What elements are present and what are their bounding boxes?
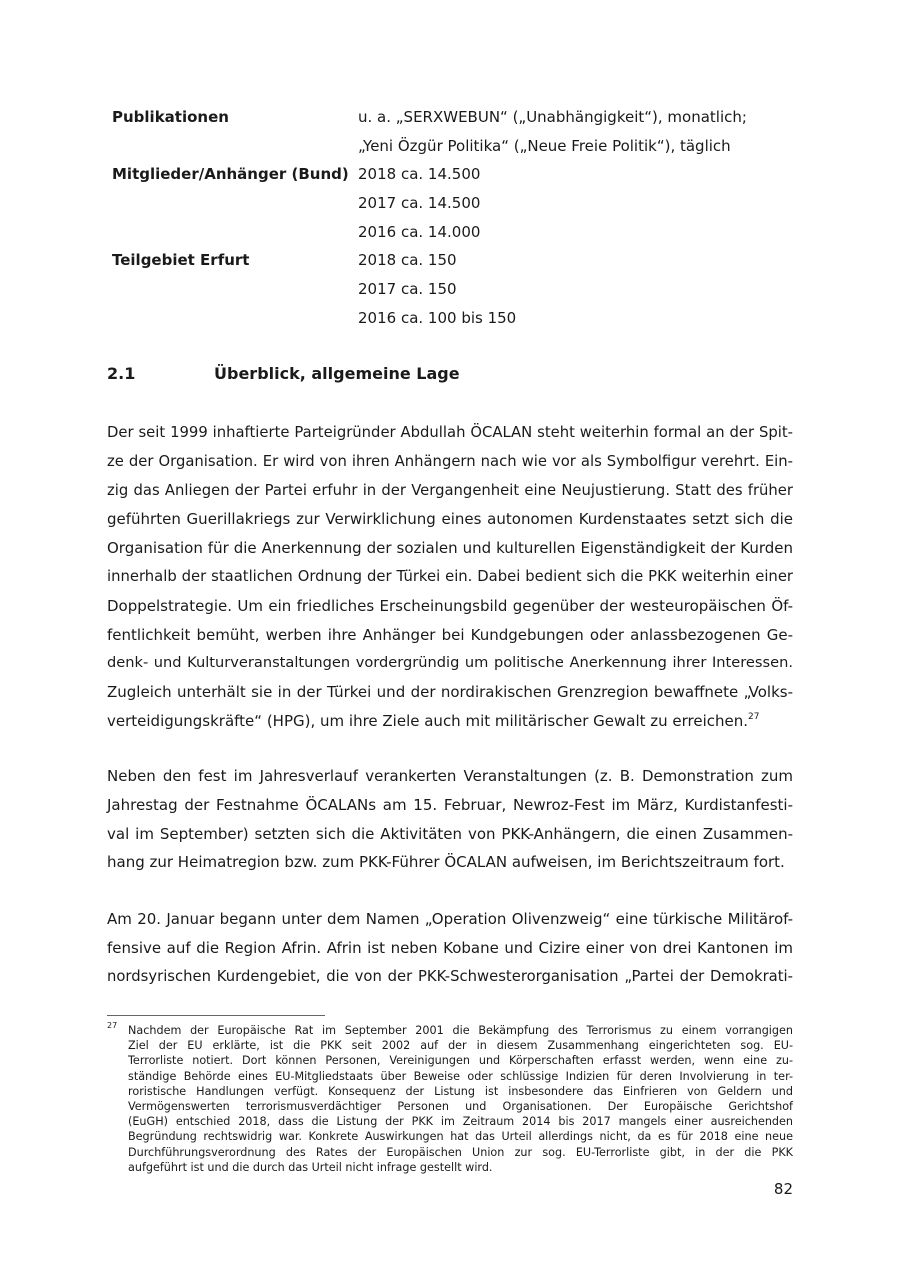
text-line: geführten Guerillakriegs zur Verwirklichung eines autonomen Kurdenstaates setzt sich die (107, 510, 793, 529)
text-line: innerhalb der staatlichen Ordnung der Türkei ein. Dabei bedient sich die PKK weiterhin einer (107, 567, 793, 585)
text-line: denk- und Kulturveranstaltungen vordergründig um politische Anerkennung ihrer Interessen. (107, 654, 793, 672)
facts-value: u. a. „SERXWEBUN“ („Unabhängigkeit“), monatlich; (358, 108, 747, 126)
footnote-line: Vermögenswerten terrorismusverdächtiger Personen und Organisationen. Der Europäische Gerichtshof (128, 1100, 793, 1114)
facts-label-empty (112, 189, 358, 218)
text-line: hang zur Heimatregion bzw. zum PKK-Führer ÖCALAN aufweisen, im Berichtszeitraum fort. (107, 853, 785, 872)
footnote-text (128, 1023, 793, 1175)
text-line: nordsyrischen Kurdengebiet, die von der PKK-Schwesterorganisation „Partei der Demokrati- (107, 967, 793, 985)
text-line: fentlichkeit bemüht, werben ihre Anhänger bei Kundgebungen oder anlassbezogenen Ge- (107, 625, 793, 644)
footnote-line: Durchführungsverordnung des Rates der Europäischen Union zur sog. EU-Terrorliste gibt, in der die PKK (128, 1145, 793, 1159)
facts-table (112, 103, 802, 333)
footnote-number: 27 (107, 1021, 118, 1030)
text-line: Neben den fest im Jahresverlauf verankerten Veranstaltungen (z. B. Demonstration zum (107, 767, 793, 785)
facts-row (112, 189, 802, 218)
text-line: Der seit 1999 inhaftierte Parteigründer Abdullah ÖCALAN steht weiterhin formal an der Spit- (107, 424, 793, 441)
footnote-line: Terrorliste notiert. Dort können Personen, Vereinigungen und Körperschaften erfasst werden, wenn eine zu- (128, 1054, 793, 1068)
facts-value: „Yeni Özgür Politika“ („Neue Freie Politik“), täglich (358, 136, 731, 155)
paragraph-2 (107, 762, 793, 877)
facts-row (112, 103, 802, 132)
text-line-last (107, 707, 793, 736)
footnote (107, 1023, 793, 1175)
text-line: Doppelstrategie. Um ein friedliches Erscheinungsbild gegenüber der westeuropäischen Öf- (107, 596, 793, 615)
text-line: Zugleich unterhält sie in der Türkei und der nordirakischen Grenzregion bewaffnete „Volks- (107, 683, 793, 702)
footnote-line: (EuGH) entschied 2018, dass die Listung der PKK im Zeitraum 2014 bis 2017 mangels einer ausreichenden (128, 1115, 793, 1129)
section-heading (107, 361, 460, 387)
text-line: ze der Organisation. Er wird von ihren Anhängern nach wie vor als Symbolfigur verehrt. Ein- (107, 452, 793, 470)
text-line: fensive auf die Region Afrin. Afrin ist neben Kobane und Cizire einer von drei Kantonen im (107, 938, 793, 957)
facts-row (112, 246, 802, 275)
facts-value: 2016 ca. 14.000 (358, 222, 481, 241)
footnote-line: aufgeführt ist und die durch das Urteil nicht infrage gestellt wird. (128, 1160, 493, 1174)
facts-row (112, 160, 802, 189)
facts-label-empty (112, 218, 358, 247)
footnote-line: ständige Behörde eines EU-Mitgliedstaats über Beweise oder schlüssige Indizien für deren Involvierung in ter- (128, 1069, 793, 1083)
facts-value: 2018 ca. 150 (358, 251, 457, 270)
footnote-divider (107, 1015, 325, 1016)
section-number: 2.1 (107, 364, 136, 383)
footnote-reference[interactable]: 27 (748, 711, 760, 722)
facts-row (112, 218, 802, 247)
text-line: val im September) setzten sich die Aktivitäten von PKK-Anhängern, die einen Zusammen- (107, 824, 793, 843)
facts-label: Teilgebiet Erfurt (112, 251, 250, 270)
facts-label: Mitglieder/Anhänger (Bund) (112, 165, 349, 184)
footnote-line: Nachdem der Europäische Rat im September 2001 die Bekämpfung des Terrorismus zu einem vorrangigen (128, 1024, 793, 1037)
paragraph-3 (107, 905, 793, 991)
facts-label-empty (112, 275, 358, 304)
page-number: 82 (773, 1180, 793, 1198)
facts-row (112, 275, 802, 304)
text-line: Am 20. Januar begann unter dem Namen „Operation Olivenzweig“ eine türkische Militärof- (107, 910, 793, 928)
facts-label-empty (112, 304, 358, 333)
facts-value: 2016 ca. 100 bis 150 (358, 308, 517, 327)
paragraph-1 (107, 419, 793, 736)
facts-value: 2018 ca. 14.500 (358, 165, 481, 184)
section-title: Überblick, allgemeine Lage (214, 364, 460, 383)
facts-value: 2017 ca. 150 (358, 280, 457, 299)
text-line: Jahrestag der Festnahme ÖCALANs am 15. Februar, Newroz-Fest im März, Kurdistanfesti- (107, 795, 793, 814)
text-line: verteidigungskräfte“ (HPG), um ihre Ziele auch mit militärischer Gewalt zu erreichen. (107, 711, 749, 730)
footnote-line: roristische Handlungen verfügt. Konsequenz der Listung ist insbesondere das Einfrieren von Geldern und (128, 1084, 793, 1098)
footnote-line: Begründung rechtswidrig war. Konkrete Auswirkungen hat das Urteil allerdings nicht, da es für 2018 eine neue (128, 1130, 793, 1144)
facts-row (112, 132, 802, 161)
text-line: zig das Anliegen der Partei erfuhr in der Vergangenheit eine Neujustierung. Statt des früher (107, 481, 793, 499)
text-line: Organisation für die Anerkennung der sozialen und kulturellen Eigenständigkeit der Kurden (107, 539, 793, 558)
facts-label: Publikationen (112, 108, 229, 126)
facts-label-empty (112, 132, 358, 161)
facts-row (112, 304, 802, 333)
footnote-line: Ziel der EU erklärte, ist die PKK seit 2002 auf der in diesem Zusammenhang eingerichteten sog. EU- (128, 1039, 793, 1053)
facts-value: 2017 ca. 14.500 (358, 194, 481, 213)
